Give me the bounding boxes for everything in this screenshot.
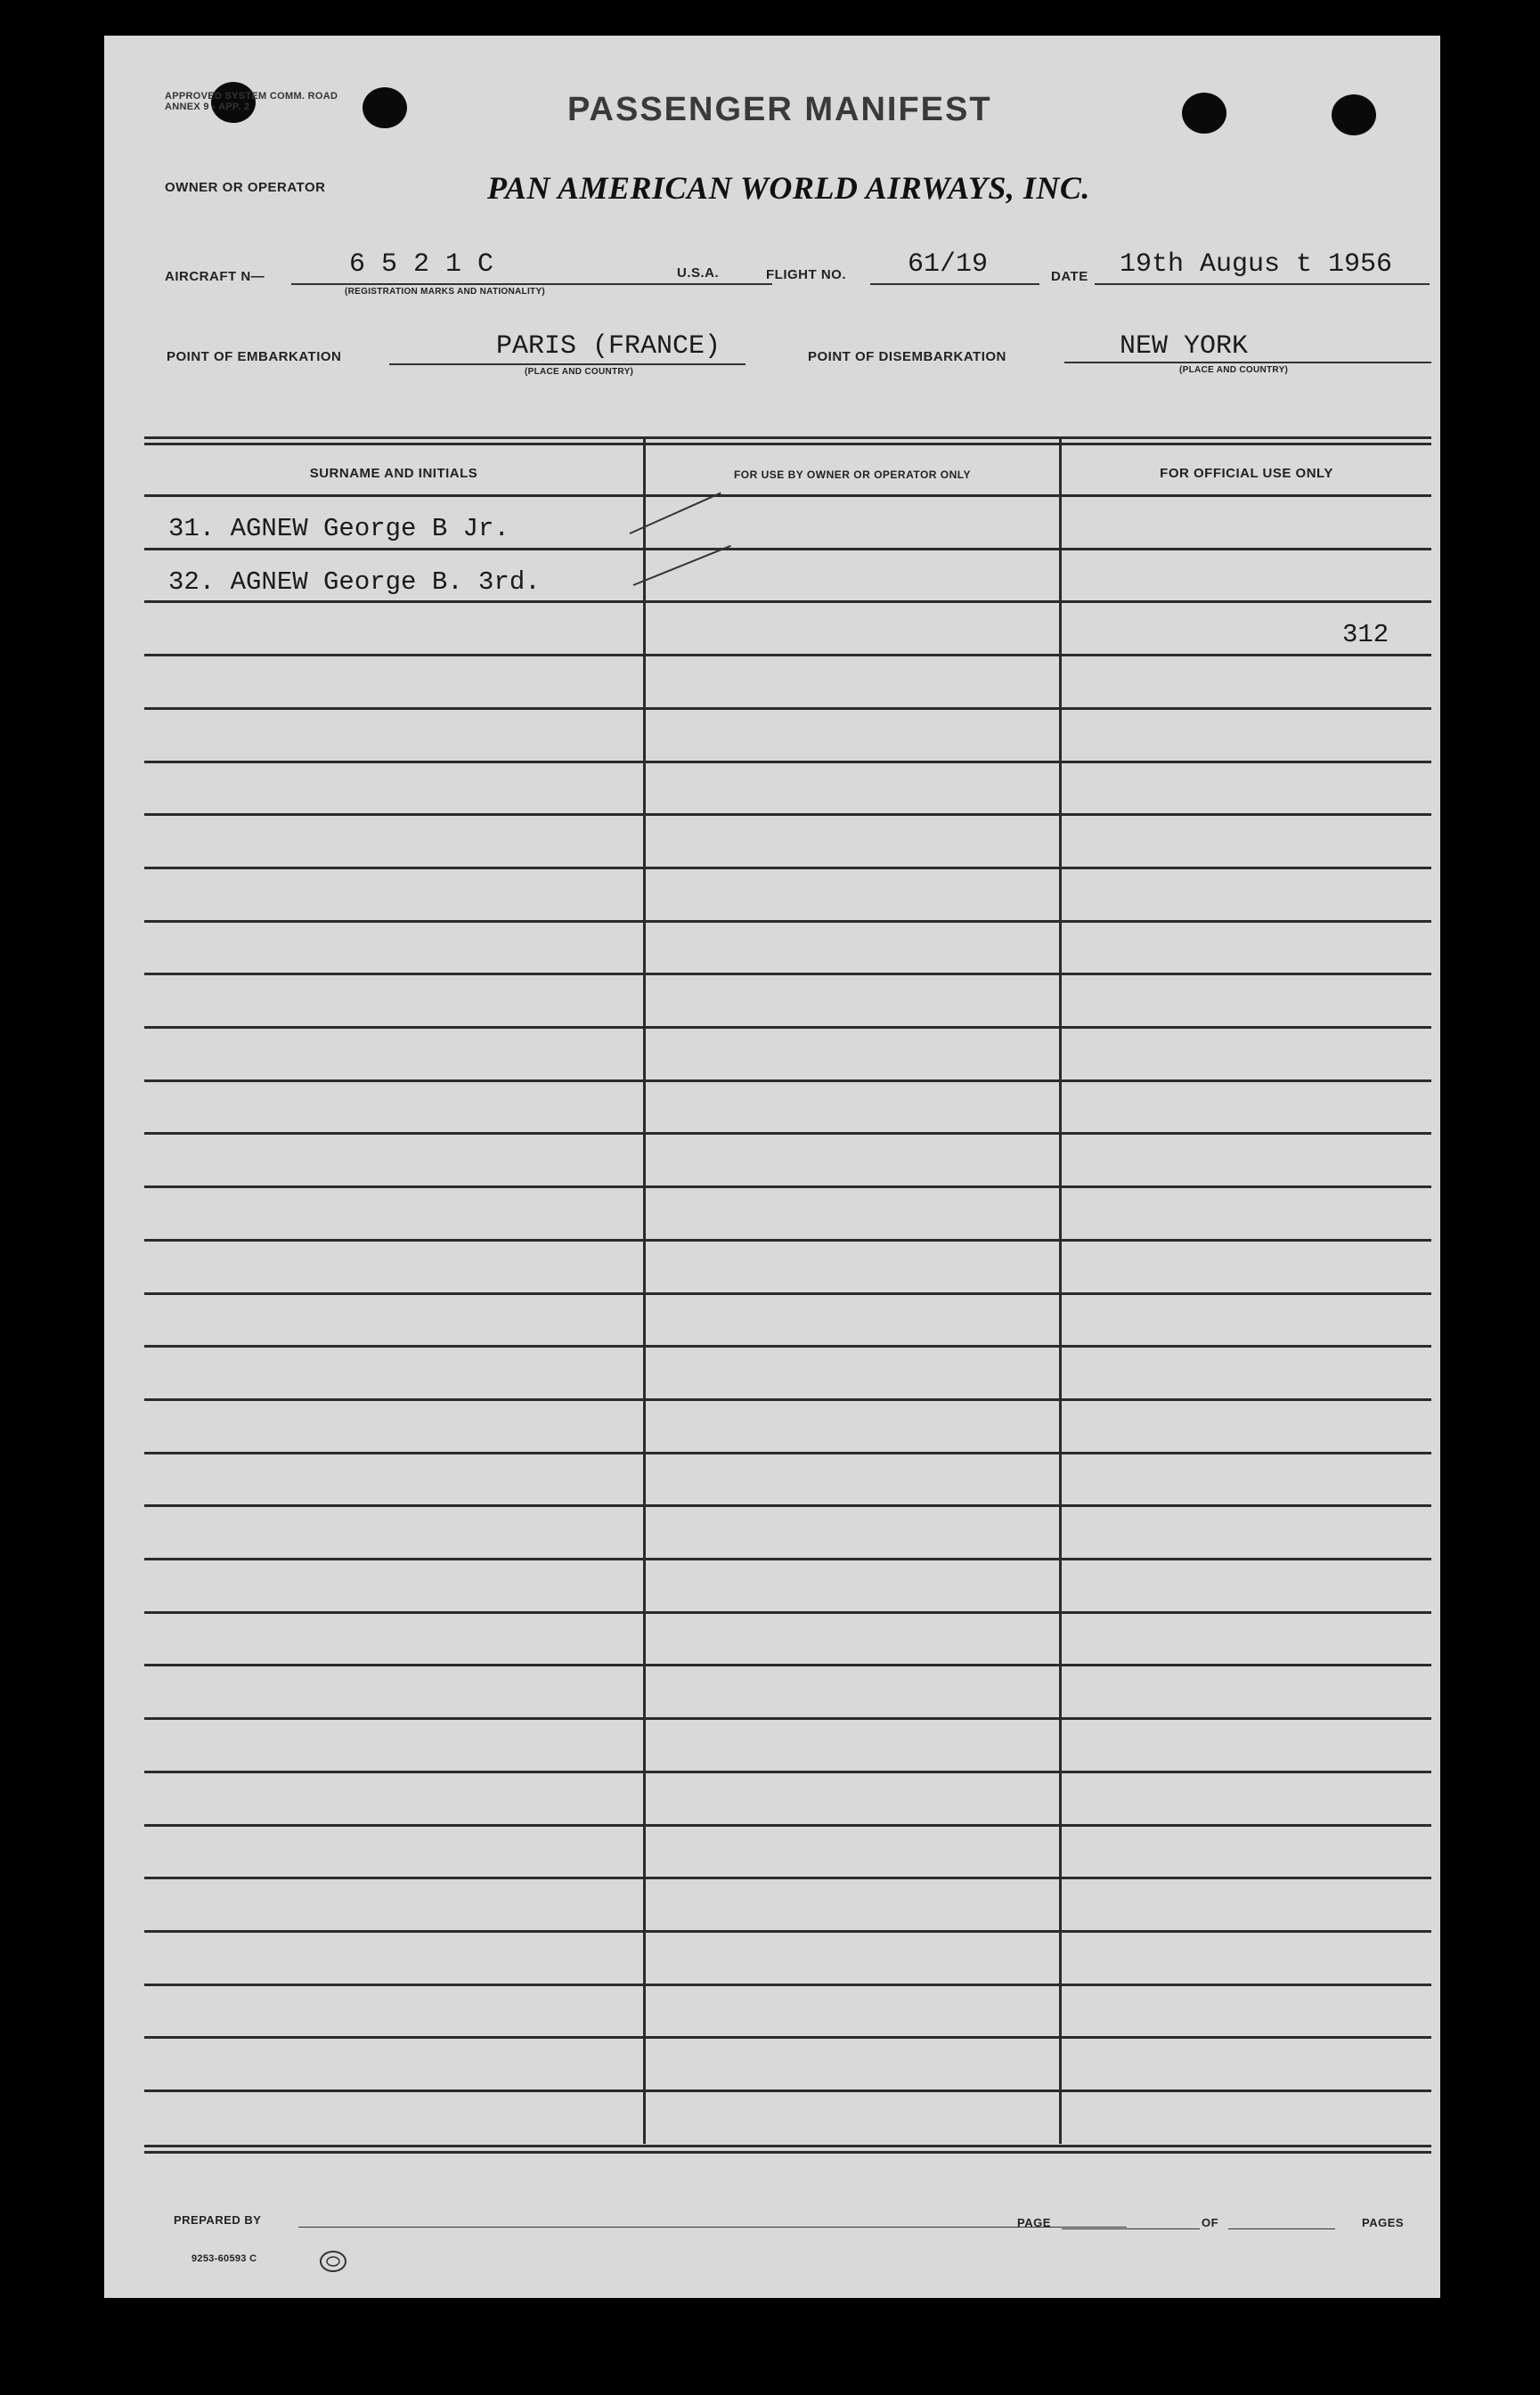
disembarkation-fill-line xyxy=(1064,362,1431,363)
embarkation-value: PARIS (FRANCE) xyxy=(496,331,721,362)
usa-label: U.S.A. xyxy=(677,265,720,281)
punch-hole xyxy=(1182,93,1226,134)
table-row-rule xyxy=(144,494,1431,497)
official-use-value: 312 xyxy=(1342,620,1389,649)
aircraft-sub: (REGISTRATION MARKS AND NATIONALITY) xyxy=(345,287,546,297)
form-title: PASSENGER MANIFEST xyxy=(567,91,992,128)
table-row-rule xyxy=(144,1026,1431,1029)
flight-label: FLIGHT NO. xyxy=(766,267,846,282)
page-line xyxy=(1062,2228,1200,2229)
embarkation-label: POINT OF EMBARKATION xyxy=(167,349,342,364)
table-row-rule xyxy=(144,548,1431,550)
table-bottom-rule xyxy=(144,2151,1431,2154)
flight-fill-line xyxy=(870,283,1039,285)
table-row-rule xyxy=(144,973,1431,975)
date-value: 19th Augus t 1956 xyxy=(1120,249,1393,280)
table-row-rule xyxy=(144,1185,1431,1188)
table-row-rule xyxy=(144,1558,1431,1560)
table-row-rule xyxy=(144,761,1431,763)
passenger-name: 31. AGNEW George B Jr. xyxy=(168,514,509,543)
owner-label: OWNER OR OPERATOR xyxy=(165,180,326,195)
table-row-rule xyxy=(144,1877,1431,1879)
table-row-rule xyxy=(144,707,1431,710)
table-row-rule xyxy=(144,1132,1431,1135)
aircraft-fill-line xyxy=(291,283,772,285)
embarkation-fill-line xyxy=(389,363,746,365)
table-row-rule xyxy=(144,867,1431,869)
table-row-rule xyxy=(144,2036,1431,2039)
table-row-rule xyxy=(144,1345,1431,1348)
table-row-rule xyxy=(144,1504,1431,1507)
table-row-rule xyxy=(144,1824,1431,1827)
table-row-rule xyxy=(144,1079,1431,1082)
table-row-rule xyxy=(144,1611,1431,1614)
table-row-rule xyxy=(144,1398,1431,1401)
table-row-rule xyxy=(144,1452,1431,1454)
table-row-rule xyxy=(144,654,1431,656)
aircraft-value: 6 5 2 1 C xyxy=(349,249,494,280)
table-top-rule xyxy=(144,436,1431,439)
aircraft-label: AIRCRAFT N— xyxy=(165,269,265,284)
page-label: PAGE xyxy=(1017,2216,1051,2229)
pages-label: PAGES xyxy=(1362,2216,1405,2229)
table-row-rule xyxy=(144,1664,1431,1666)
table-row-rule xyxy=(144,600,1431,603)
company-name: PAN AMERICAN WORLD AIRWAYS, INC. xyxy=(487,170,1090,206)
date-label: DATE xyxy=(1051,269,1088,284)
table-row-rule xyxy=(144,813,1431,816)
form-number: 9253-60593 C xyxy=(191,2253,257,2264)
table-row-rule xyxy=(144,1984,1431,1986)
table-row-rule xyxy=(144,1771,1431,1773)
embarkation-sub: (PLACE AND COUNTRY) xyxy=(525,367,634,377)
column-header-name: SURNAME AND INITIALS xyxy=(309,466,478,481)
disembarkation-sub: (PLACE AND COUNTRY) xyxy=(1179,365,1289,375)
punch-hole xyxy=(1332,94,1376,135)
approval-note: APPROVED SYSTEM COMM. ROAD ANNEX 9 - APP. 2 xyxy=(165,91,338,112)
passenger-name: 32. AGNEW George B. 3rd. xyxy=(168,567,541,597)
flight-value: 61/19 xyxy=(908,249,989,280)
table-row-rule xyxy=(144,920,1431,923)
date-fill-line xyxy=(1095,283,1430,285)
prepared-by-label: PREPARED BY xyxy=(174,2213,262,2227)
table-top-rule xyxy=(144,443,1431,445)
table-row-rule xyxy=(144,2090,1431,2092)
disembarkation-label: POINT OF DISEMBARKATION xyxy=(808,349,1006,364)
disembarkation-value: NEW YORK xyxy=(1120,331,1249,362)
column-divider xyxy=(1059,438,1062,2144)
table-row-rule xyxy=(144,1930,1431,1933)
of-label: OF xyxy=(1202,2216,1219,2229)
table-row-rule xyxy=(144,1292,1431,1295)
table-row-rule xyxy=(144,1717,1431,1720)
punch-hole xyxy=(363,87,407,128)
table-row-rule xyxy=(144,1239,1431,1242)
check-stroke-mark xyxy=(633,545,731,586)
union-label-icon xyxy=(318,2248,348,2275)
prepared-by-line xyxy=(298,2227,1127,2228)
table-bottom-rule xyxy=(144,2145,1431,2147)
column-divider xyxy=(643,438,646,2144)
column-header-operator: FOR USE BY OWNER OR OPERATOR ONLY xyxy=(733,468,972,481)
manifest-sheet xyxy=(104,36,1440,2298)
column-header-official: FOR OFFICIAL USE ONLY xyxy=(1160,466,1333,481)
of-line xyxy=(1228,2228,1335,2229)
